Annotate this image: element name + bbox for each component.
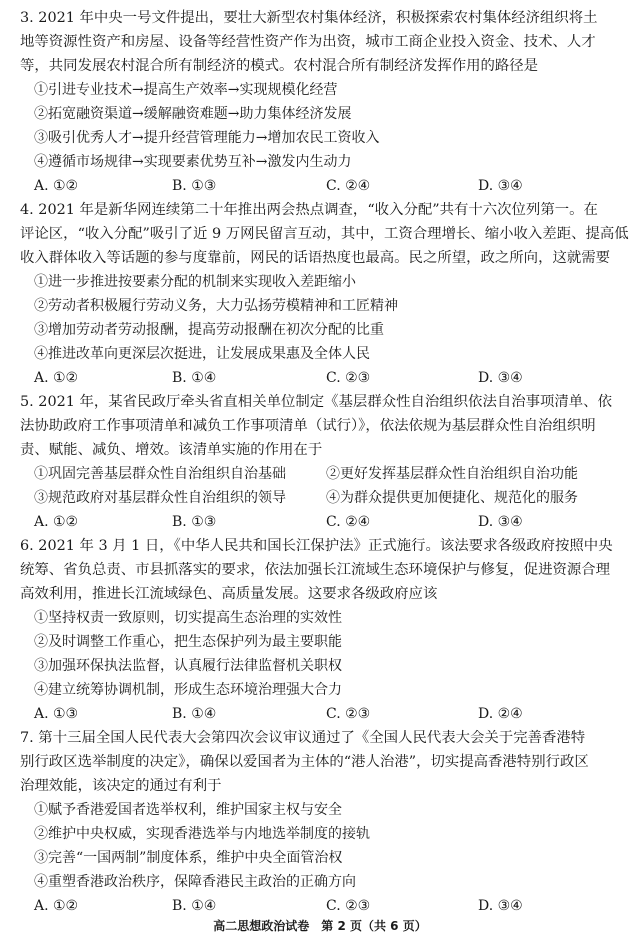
option-item: ③加强环保执法监督，认真履行法律监督机关职权 — [34, 658, 342, 674]
choice-c: C. ②④ — [326, 178, 371, 194]
option-item: ②维护中央权威，实现香港选举与内地选举制度的接轨 — [34, 826, 370, 842]
question-stem-line: 治理效能，该决定的通过有利于 — [20, 778, 222, 794]
option-item: ②及时调整工作重心，把生态保护列为最主要职能 — [34, 634, 342, 650]
choice-d: D. ③④ — [478, 178, 523, 194]
option-item: ②更好发挥基层群众性自治组织自治功能 — [326, 466, 578, 482]
choice-c: C. ②③ — [326, 706, 371, 722]
question-stem-line: 等，共同发展农村混合所有制经济的模式。农村混合所有制经济发挥作用的路径是 — [20, 58, 539, 74]
choice-b: B. ①③ — [172, 514, 217, 530]
option-item: ③规范政府对基层群众性自治组织的领导 — [34, 490, 286, 506]
choice-d: D. ③④ — [478, 514, 523, 530]
choice-b: B. ①④ — [172, 370, 217, 386]
choice-b: B. ①④ — [172, 898, 217, 914]
choice-a: A. ①② — [34, 370, 79, 386]
question-stem-line: 7. 第十三届全国人民代表大会第四次会议审议通过了《全国人民代表大会关于完善香港特 — [20, 730, 586, 746]
choice-a: A. ①② — [34, 178, 79, 194]
question-stem-line: 别行政区选举制度的决定》，确保以爱国者为主体的“港人治港”，切实提高香港特别行政区 — [20, 754, 589, 770]
choice-b: B. ①③ — [172, 178, 217, 194]
option-item: ①巩固完善基层群众性自治组织自治基础 — [34, 466, 286, 482]
choice-c: C. ②④ — [326, 514, 371, 530]
question-stem-line: 地等资源性资产和房屋、设备等经营性资产作为出资，城市工商企业投入资金、技术、人才 — [20, 34, 596, 50]
question-stem-line: 收入群体收入等话题的参与度靠前，网民的话语热度也最高。民之所望，政之所向，这就需要 — [20, 250, 611, 266]
choice-d: D. ③④ — [478, 898, 523, 914]
choice-b: B. ①④ — [172, 706, 217, 722]
option-item: ③完善“一国两制”制度体系，维护中央全面管治权 — [34, 850, 343, 866]
question-stem-line: 法协助政府工作事项清单和减负工作事项清单（试行）》，依法依规为基层群众性自治组织明 — [20, 418, 596, 434]
choice-a: A. ①② — [34, 514, 79, 530]
choice-d: D. ③④ — [478, 370, 523, 386]
choice-a: A. ①③ — [34, 706, 79, 722]
question-stem-line: 责、赋能、减负、增效。该清单实施的作用在于 — [20, 442, 323, 458]
option-item: ③增加劳动者劳动报酬，提高劳动报酬在初次分配的比重 — [34, 322, 384, 338]
question-stem-line: 6. 2021 年 3 月 1 日，《中华人民共和国长江保护法》正式施行。该法要求各级政府按照中央 — [20, 538, 613, 554]
question-stem-line: 评论区，“收入分配”吸引了近 9 万网民留言互动，其中，工资合理增长、缩小收入差距、提高低 — [20, 226, 629, 242]
option-item: ④为群众提供更加便捷化、规范化的服务 — [326, 490, 578, 506]
option-item: ②劳动者积极履行劳动义务，大力弘扬劳模精神和工匠精神 — [34, 298, 398, 314]
choice-c: C. ②③ — [326, 370, 371, 386]
option-item: ①引进专业技术→提高生产效率→实现规模化经营 — [34, 82, 338, 98]
question-stem-line: 统筹、省负总责、市县抓落实的要求，依法加强长江流域生态环境保护与修复，促进资源合理 — [20, 562, 611, 578]
option-item: ④重塑香港政治秩序，保障香港民主政治的正确方向 — [34, 874, 356, 890]
option-item: ④建立统筹协调机制，形成生态环境治理强大合力 — [34, 682, 342, 698]
choice-c: C. ②③ — [326, 898, 371, 914]
option-item: ④推进改革向更深层次挺进，让发展成果惠及全体人民 — [34, 346, 370, 362]
option-item: ①赋予香港爱国者选举权利，维护国家主权与安全 — [34, 802, 342, 818]
choice-d: D. ②④ — [478, 706, 523, 722]
question-stem-line: 3. 2021 年中央一号文件提出，要壮大新型农村集体经济，积极探索农村集体经济组织将土 — [20, 10, 598, 26]
option-item: ①坚持权责一致原则，切实提高生态治理的实效性 — [34, 610, 342, 626]
question-stem-line: 5. 2021 年，某省民政厅牵头省直相关单位制定《基层群众性自治组织依法自治事项清单、依 — [20, 394, 612, 410]
question-stem-line: 4. 2021 年是新华网连续第二十年推出两会热点调查，“收入分配”共有十六次位列第一。在 — [20, 202, 598, 218]
option-item: ①进一步推进按要素分配的机制来实现收入差距缩小 — [34, 274, 356, 290]
choice-a: A. ①② — [34, 898, 79, 914]
option-item: ②拓宽融资渠道→缓解融资难题→助力集体经济发展 — [34, 106, 352, 122]
question-stem-line: 高效利用，推进长江流域绿色、高质量发展。这要求各级政府应该 — [20, 586, 438, 602]
option-item: ③吸引优秀人才→提升经营管理能力→增加农民工资收入 — [34, 130, 380, 146]
page-footer: 高二思想政治试卷 第 2 页（共 6 页） — [213, 919, 427, 933]
option-item: ④遵循市场规律→实现要素优势互补→激发内生动力 — [34, 154, 352, 170]
